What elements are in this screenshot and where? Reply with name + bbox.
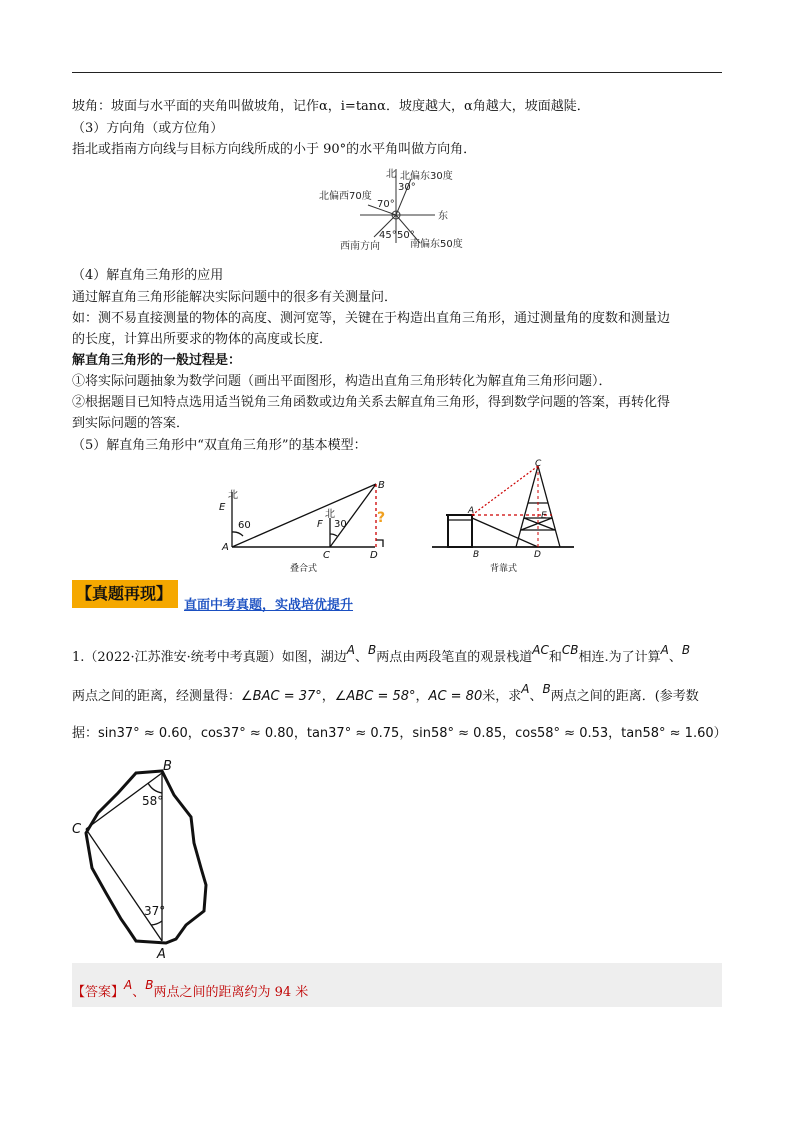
label-nw: 北偏西70度 — [319, 191, 372, 202]
eq-abc: ∠ABC = 58° — [334, 689, 416, 704]
lake-label-A: A — [157, 947, 166, 962]
label-50: 50° — [397, 230, 415, 241]
label-tower-C: C — [535, 459, 542, 469]
sep: 、 — [354, 650, 368, 665]
label-D: D — [370, 550, 378, 561]
trig-cos37: cos37° ≈ 0.80 — [200, 726, 294, 741]
label-F: F — [317, 519, 323, 530]
eq-bac: ∠BAC = 37° — [241, 689, 322, 704]
section-banner: 【真题再现】 — [72, 580, 178, 608]
problem-measure-text: 两点之间的距离，经测量得： — [72, 689, 242, 704]
label-se: 南偏东50度 — [410, 239, 463, 250]
answer-var-A: A — [124, 978, 133, 992]
var-A-2: A — [660, 643, 669, 657]
direction-angle-heading: （3）方向角（或方位角） — [72, 121, 224, 136]
label-60: 60 — [238, 520, 251, 531]
application-heading: （4）解直角三角形的应用 — [72, 268, 224, 283]
question-mark: ? — [377, 510, 386, 526]
var-B-2: B — [681, 643, 691, 657]
label-tower-B: B — [473, 550, 480, 560]
process-heading: 解直角三角形的一般过程是： — [72, 353, 242, 368]
trig-sin58: sin58° ≈ 0.85 — [412, 726, 503, 741]
close-paren: ） — [713, 726, 727, 741]
caption-back-to-back: 背靠式 — [490, 564, 518, 574]
trig-tan37: tan37° ≈ 0.75 — [306, 726, 400, 741]
label-tower-D: D — [534, 550, 541, 560]
answer-sep: 、 — [132, 985, 146, 1000]
model-heading: （5）解直角三角形中“双直角三角形”的基本模型： — [72, 438, 367, 453]
comma-6: ， — [502, 726, 516, 741]
comma-5: ， — [399, 726, 413, 741]
back-to-back-model-diagram — [428, 458, 578, 575]
comma-4: ， — [293, 726, 307, 741]
var-B-3: B — [542, 682, 551, 696]
label-30: 30° — [398, 182, 416, 193]
problem-line-1 — [72, 643, 691, 666]
label-tower-A: A — [468, 506, 475, 516]
comma-2: ， — [415, 689, 429, 704]
problem-ref: 两点之间的距离．(参考数 — [550, 689, 699, 704]
direction-angle-definition: 指北或指南方向线与目标方向线所成的小于 90°的水平角叫做方向角． — [72, 142, 477, 157]
answer-tag: 【答案】 — [72, 985, 125, 1000]
section-link[interactable]: 直面中考真题，实战培优提升 — [184, 598, 354, 613]
caption-overlap: 叠合式 — [290, 564, 318, 574]
label-E: E — [219, 502, 226, 513]
answer-var-B: B — [145, 978, 154, 992]
label-north-1: 北 — [228, 490, 238, 501]
answer-line — [72, 978, 309, 1001]
problem-text-c: 和 — [548, 650, 562, 665]
label-70: 70° — [377, 199, 395, 210]
direction-angle-diagram — [310, 165, 480, 255]
application-text-2: 如：测不易直接测量的物体的高度、测河宽等，关键在于构造出直角三角形，通过测量角的度数和测量边 — [72, 311, 671, 326]
problem-text-b: 两点由两段笔直的观景栈道 — [376, 650, 533, 665]
var-A: A — [346, 643, 355, 657]
overlap-model-diagram — [210, 470, 400, 575]
process-step-2b: 到实际问题的答案． — [72, 416, 190, 431]
trig-cos58: cos58° ≈ 0.53 — [515, 726, 609, 741]
lake-angle-37: 37° — [144, 904, 166, 918]
label-A: A — [222, 542, 229, 553]
var-CB: CB — [561, 643, 579, 657]
problem-line-3 — [72, 726, 727, 742]
lake-angle-58: 58° — [142, 794, 164, 808]
lake-label-C: C — [72, 822, 82, 837]
problem-ask: 米，求 — [482, 689, 522, 704]
slope-definition: 坡角：坡面与水平面的夹角叫做坡角，记作α，i=tanα．坡度越大，α角越大，坡面越陡． — [72, 99, 590, 114]
eq-ac: AC = 80 — [428, 689, 483, 704]
problem-line-2 — [72, 682, 699, 705]
sep-3: 、 — [529, 689, 543, 704]
comma-3: ， — [187, 726, 201, 741]
label-sw: 西南方向 — [340, 241, 380, 252]
label-30: 30 — [334, 519, 347, 530]
problem-intro: 1.（2022·江苏淮安·统考中考真题）如图，湖边 — [72, 650, 347, 665]
label-east: 东 — [438, 211, 448, 222]
var-A-3: A — [521, 682, 530, 696]
answer-value: 两点之间的距离约为 94 米 — [153, 985, 309, 1000]
application-text-1: 通过解直角三角形能解决实际问题中的很多有关测量问． — [72, 290, 398, 305]
application-text-3: 的长度，计算出所要求的物体的高度或长度． — [72, 332, 333, 347]
header-rule — [72, 72, 722, 73]
label-45: 45° — [379, 230, 397, 241]
sep-2: 、 — [668, 650, 682, 665]
problem-text-d: 相连.为了计算 — [578, 650, 661, 665]
trig-sin37: sin37° ≈ 0.60 — [98, 726, 188, 741]
comma-7: ， — [608, 726, 622, 741]
trig-tan58: tan58° ≈ 1.60 — [621, 726, 714, 741]
label-tower-E: E — [541, 511, 547, 521]
process-step-2a: ②根据题目已知特点选用适当锐角三角函数或边角关系去解直角三角形，得到数学问题的答案，再转化得 — [72, 395, 671, 410]
label-north: 北 — [386, 169, 396, 180]
var-AC: AC — [532, 643, 549, 657]
label-ne: 北偏东30度 — [400, 171, 453, 182]
process-step-1: ①将实际问题抽象为数学问题（画出平面图形，构造出直角三角形转化为解直角三角形问题）． — [72, 374, 612, 389]
comma-1: ， — [321, 689, 335, 704]
problem-data-label: 据： — [72, 726, 99, 741]
var-B: B — [368, 643, 377, 657]
lake-diagram — [66, 753, 216, 963]
label-B: B — [378, 480, 385, 491]
label-north-2: 北 — [325, 509, 335, 520]
label-C: C — [323, 550, 330, 561]
lake-label-B: B — [163, 759, 172, 774]
